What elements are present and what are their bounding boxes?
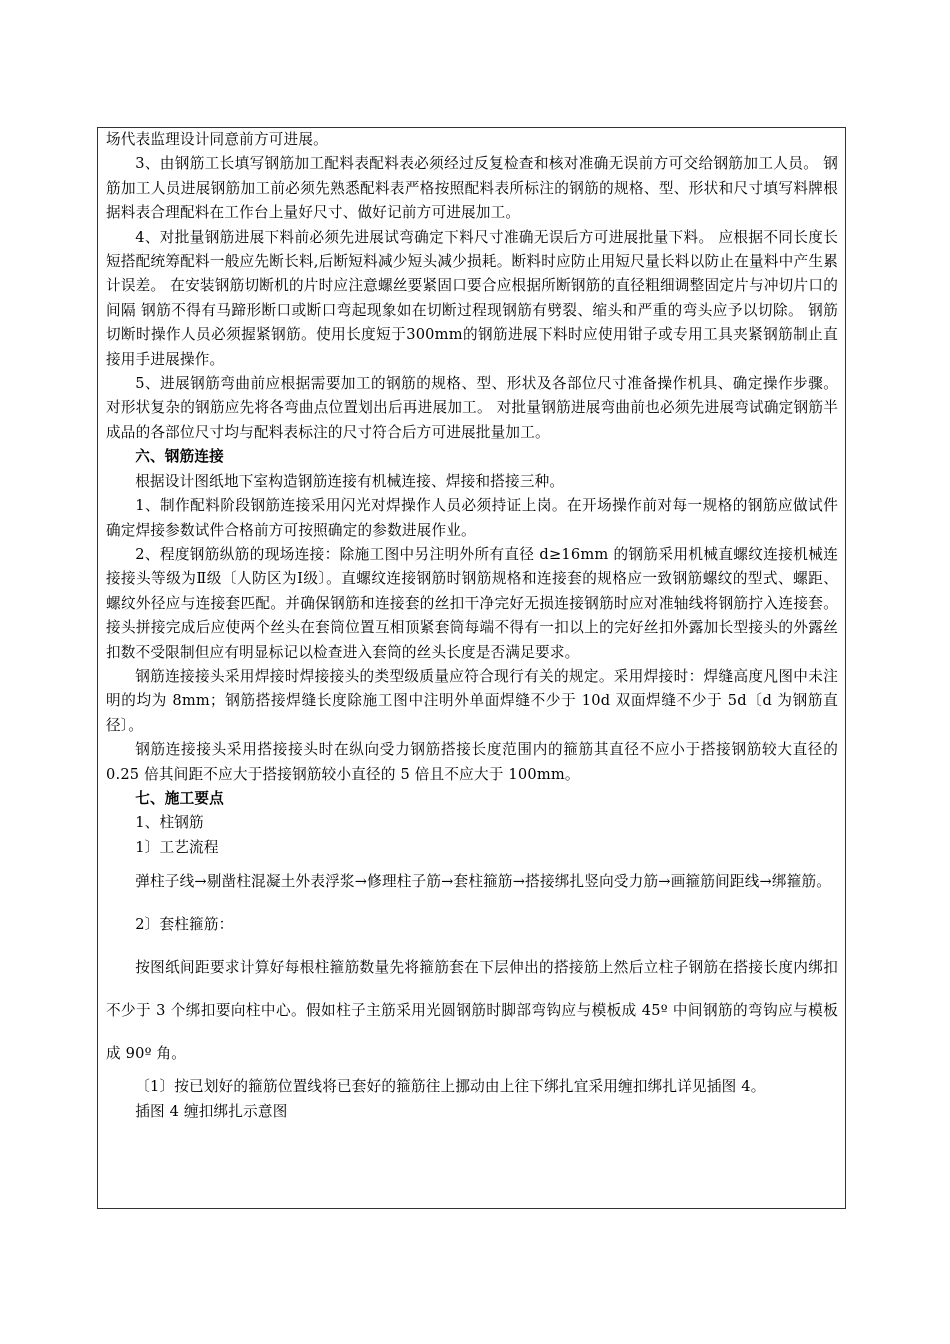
paragraph: 2、程度钢筋纵筋的现场连接：除施工图中另注明外所有直径 d≥16mm 的钢筋采用机械直螺纹连接机械连接接头等级为Ⅱ级〔人防区为Ⅰ级〕。直螺纹连接钢筋时钢筋规格和连接套的规格应一致钢筋螺纹的型式、螺距、螺纹外径应与连接套匹配。并确保钢筋和连接套的丝扣干净完好无损连接钢筋时应对准轴线将钢筋拧入连接套。接头拼接完成后应使两个丝头在套筒位置互相顶紧套筒每端不得有一扣以上的完好丝扣外露加长型接头的外露丝扣数不受限制但应有明显标记以检查进入套筒的丝头长度是否满足要求。: [106, 545, 838, 661]
paragraph-item-4: 4、对批量钢筋进展下料前必须先进展试弯确定下料尺寸准确无误后方可进展批量下料。 应根据不同长度长短搭配统筹配料一般应先断长料,后断短料减少短头减少损耗。断料时应防止用短尺量长料以防止在量料中产生累计误差。 在安装钢筋切断机的片时应注意螺丝要紧固口要合应根据所断钢筋的直径粗细调整固定片与冲切片口的间隔 钢筋不得有马蹄形断口或断口弯起现象如在切断过程现钢筋有劈裂、缩头和严重的弯头应予以切除。 钢筋切断时操作人员必须握紧钢筋。使用长度短于300mm的钢筋进展下料时应使用钳子或专用工具夹紧钢筋制止直接用手进展操作。: [106, 228, 838, 368]
paragraph: 弹柱子线→剔凿柱混凝土外表浮浆→修理柱子筋→套柱箍筋→搭接绑扎竖向受力筋→画箍筋间距线→绑箍筋。: [135, 873, 832, 891]
paragraph-item-3: 3、由钢筋工长填写钢筋加工配料表配料表必须经过反复检查和核对准确无误前方可交给钢筋加工人员。 钢筋加工人员进展钢筋加工前必须先熟悉配料表严格按照配料表所标注的钢筋的规格、型、形状和尺寸填写料牌根据料表合理配料在工作台上量好尺寸、做好记前方可进展加工。: [106, 155, 838, 222]
figure-caption: 插图 4 缠扣绑扎示意图: [135, 1102, 288, 1120]
document-body: [106, 128, 838, 1124]
section-heading-6: 六、钢筋连接: [135, 448, 224, 466]
paragraph-item-5: 5、进展钢筋弯曲前应根据需要加工的钢筋的规格、型、形状及各部位尺寸准备操作机具、确定操作步骤。对形状复杂的钢筋应先将各弯曲点位置划出后再进展加工。 对批量钢筋进展弯曲前也必须先进展弯试确定钢筋半成品的各部位尺寸均与配料表标注的尺寸符合后方可进展批量加工。: [106, 375, 838, 441]
sub-heading: 1、柱钢筋: [135, 814, 204, 832]
sub-heading: 2〕套柱箍筋：: [135, 916, 234, 934]
paragraph: 根据设计图纸地下室构造钢筋连接有机械连接、焊接和搭接三种。: [135, 472, 565, 490]
paragraph: 场代表监理设计同意前方可进展。: [106, 131, 328, 148]
paragraph: 1、制作配料阶段钢筋连接采用闪光对焊操作人员必须持证上岗。在开场操作前对每一规格的钢筋应做试件确定焊接参数试件合格前方可按照确定的参数进展作业。: [106, 497, 838, 539]
section-heading-7: 七、施工要点: [135, 789, 224, 807]
paragraph: 〔1〕按已划好的箍筋位置线将已套好的箍筋往上挪动由上往下绑扎宜采用缠扣绑扎详见插图 4。: [135, 1078, 766, 1096]
sub-heading: 1〕工艺流程: [135, 838, 219, 856]
paragraph: 钢筋连接接头采用搭接接头时在纵向受力钢筋搭接长度范围内的箍筋其直径不应小于搭接钢筋较大直径的 0.25 倍其间距不应大于搭接钢筋较小直径的 5 倍且不应大于 100mm。: [106, 741, 838, 783]
paragraph: 按图纸间距要求计算好每根柱箍筋数量先将箍筋套在下层伸出的搭接筋上然后立柱子钢筋在搭接长度内绑扣不少于 3 个绑扣要向柱中心。假如柱子主筋采用光圆钢筋时脚部弯钩应与模板成 45º 中间钢筋的弯钩应与模板成 90º 角。: [106, 959, 838, 1063]
paragraph: 钢筋连接接头采用焊接时焊接接头的类型级质量应符合现行有关的规定。采用焊接时：焊缝高度凡图中未注明的均为 8mm；钢筋搭接焊缝长度除施工图中注明外单面焊缝不少于 10d 双面焊缝不少于 5d〔d 为钢筋直径〕。: [106, 667, 838, 734]
